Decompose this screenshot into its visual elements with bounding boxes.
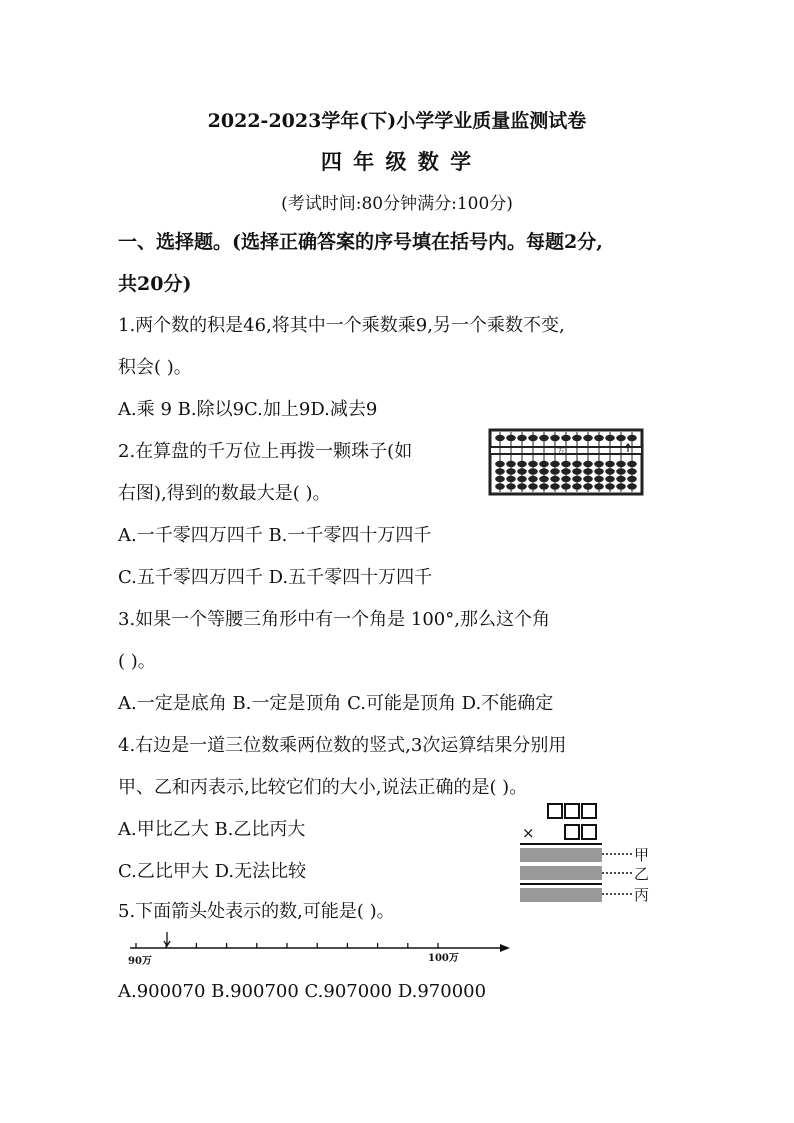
abacus-bead (495, 483, 505, 489)
abacus-bead (506, 483, 516, 489)
abacus-bead (528, 461, 538, 467)
abacus-bead (528, 476, 538, 482)
value-arrow-icon (164, 932, 170, 946)
abacus-figure (488, 428, 646, 498)
digit-box (548, 804, 562, 818)
abacus-bead (539, 461, 549, 467)
question-1-stem: 1.两个数的积是46,将其中一个乘数乘9,另一个乘数不变, (118, 315, 565, 336)
number-line-start-label: 90万 (128, 956, 152, 967)
digit-box (582, 804, 596, 818)
abacus-bead (594, 461, 604, 467)
label-jia: 甲 (634, 846, 650, 864)
abacus-bead (627, 435, 637, 441)
number-line-figure (118, 928, 518, 970)
abacus-bead (561, 483, 571, 489)
abacus-bead (572, 468, 582, 474)
abacus-bead (572, 435, 582, 441)
abacus-bead (594, 476, 604, 482)
abacus-bead (528, 483, 538, 489)
section-heading: 一、选择题。(选择正确答案的序号填在括号内。每题2分, (118, 231, 603, 253)
page-title: 2022-2023学年(下)小学学业质量监测试卷 (207, 110, 587, 132)
abacus-bead (594, 468, 604, 474)
abacus-bead (550, 461, 560, 467)
abacus-bead (616, 468, 626, 474)
abacus-bead (506, 476, 516, 482)
label-yi: 乙 (634, 865, 650, 883)
abacus-bead (605, 435, 615, 441)
vertical-multiplication-figure (516, 802, 656, 906)
abacus-bead (495, 468, 505, 474)
abacus-bead (583, 435, 593, 441)
abacus-bead (583, 483, 593, 489)
abacus-bead (539, 435, 549, 441)
abacus-bead (517, 468, 527, 474)
number-line-end-label: 100万 (428, 953, 459, 964)
abacus-bead (605, 461, 615, 467)
question-4-option-ab: A.甲比乙大 B.乙比丙大 (118, 819, 306, 840)
abacus-bead (506, 468, 516, 474)
question-3-options: A.一定是底角 B.一定是顶角 C.可能是顶角 D.不能确定 (118, 693, 554, 714)
question-5-stem: 5.下面箭头处表示的数,可能是( )。 (118, 901, 395, 922)
abacus-bead (561, 461, 571, 467)
abacus-bead (583, 476, 593, 482)
question-1-stem-cont: 积会( )。 (118, 357, 192, 378)
exam-info: (考试时间:80分钟满分:100分) (281, 194, 513, 214)
abacus-bead (495, 435, 505, 441)
digit-box (565, 825, 579, 839)
abacus-bead (528, 468, 538, 474)
abacus-bead (605, 468, 615, 474)
abacus-bead (594, 483, 604, 489)
abacus-bead (627, 468, 637, 474)
result-bar-jia (520, 848, 602, 862)
abacus-bead (506, 461, 516, 467)
label-bing: 丙 (634, 886, 650, 904)
abacus-bead (605, 476, 615, 482)
abacus-bead (539, 468, 549, 474)
abacus-bead (572, 461, 582, 467)
abacus-bead (550, 476, 560, 482)
question-2-stem-cont: 右图),得到的数最大是( )。 (118, 483, 331, 504)
abacus-bead (627, 461, 637, 467)
abacus-bead (517, 461, 527, 467)
abacus-bead (594, 435, 604, 441)
abacus-bead (539, 483, 549, 489)
abacus-bead (627, 476, 637, 482)
abacus-bead (561, 435, 571, 441)
abacus-bead (616, 461, 626, 467)
abacus-bead (517, 476, 527, 482)
question-2-stem: 2.在算盘的千万位上再拨一颗珠子(如 (118, 441, 413, 462)
abacus-place-label: 万 (557, 447, 565, 456)
abacus-bead (495, 461, 505, 467)
question-4-stem: 4.右边是一道三位数乘两位数的竖式,3次运算结果分别用 (118, 735, 567, 756)
abacus-bead (517, 435, 527, 441)
abacus-bead (517, 483, 527, 489)
abacus-bead (616, 435, 626, 441)
section-heading-cont: 共20分) (118, 273, 192, 295)
abacus-bead (616, 483, 626, 489)
abacus-bead (550, 468, 560, 474)
abacus-bead (627, 483, 637, 489)
question-3-stem: 3.如果一个等腰三角形中有一个角是 100°,那么这个角 (118, 609, 550, 630)
question-5-options: A.900070 B.900700 C.907000 D.970000 (118, 981, 487, 1002)
abacus-bead (539, 476, 549, 482)
times-sign: × (522, 824, 535, 842)
abacus-bead (561, 476, 571, 482)
abacus-bead (550, 435, 560, 441)
abacus-bead (583, 468, 593, 474)
abacus-bead (528, 435, 538, 441)
question-1-options: A.乘 9 B.除以9C.加上9D.减去9 (118, 399, 378, 420)
abacus-bead (616, 476, 626, 482)
result-bar-yi (520, 866, 602, 880)
abacus-bead (495, 476, 505, 482)
digit-box (565, 804, 579, 818)
question-4-option-cd: C.乙比甲大 D.无法比较 (118, 861, 307, 882)
abacus-bead (561, 468, 571, 474)
abacus-bead (550, 483, 560, 489)
question-3-stem-cont: ( )。 (118, 651, 156, 672)
question-4-stem-cont: 甲、乙和丙表示,比较它们的大小,说法正确的是( )。 (118, 777, 528, 798)
question-2-option-ab: A.一千零四万四千 B.一千零四十万四千 (118, 525, 432, 546)
question-2-option-cd: C.五千零四万四千 D.五千零四十万四千 (118, 567, 433, 588)
result-bar-bing (520, 888, 602, 902)
abacus-bead (572, 476, 582, 482)
abacus-bead (605, 483, 615, 489)
abacus-bead (583, 461, 593, 467)
digit-box (582, 825, 596, 839)
number-line-arrowhead-icon (500, 944, 510, 952)
abacus-bead (572, 483, 582, 489)
page-subtitle: 四 年 级 数 学 (320, 149, 474, 174)
abacus-bead (506, 435, 516, 441)
